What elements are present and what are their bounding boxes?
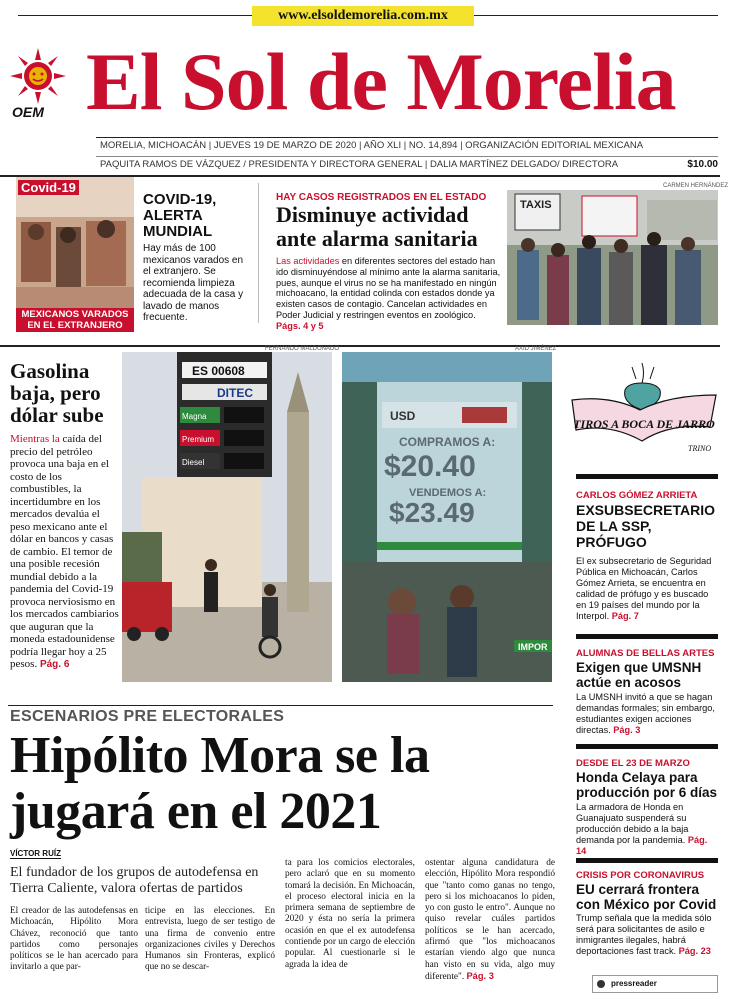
hipolito-column-1: El creador de las autodefensas en Michoacán, Hipólito Mora Chávez, reconoció que tanto partidos como personajes políticos se le han acercado para invitarlo a que par- (10, 906, 138, 973)
right-story-2-headline[interactable]: Exigen que UMSNH actúe en acosos (576, 660, 702, 690)
exchange-currency: USD (390, 409, 416, 423)
photo-credit: CARMEN HERNÁNDEZ (663, 183, 729, 189)
hipolito-column-2: ticipe en las elecciones. En entrevista, luego de ser testigo de una firma de convenio entre organizaciones civiles y Derechos Humanos sin Fronteras, explicó que no se descar- (145, 906, 275, 973)
covid-body: Hay más de 100 mexicanos varados en el extranjero. Se recomienda limpieza adecuada de la casa y lavado de manos frecuente. (143, 243, 244, 323)
gas-photo-illustration (122, 352, 332, 682)
hipolito-author: VÍCTOR RUÍZ (10, 849, 61, 858)
rule (576, 634, 718, 639)
right-story-2-page-ref[interactable]: Pág. 3 (613, 725, 641, 735)
rule (96, 156, 718, 157)
site-url[interactable]: www.elsoldemorelia.com.mx (252, 6, 474, 26)
cartoon-text: TIROS A BOCA DE JARRO (573, 417, 715, 431)
right-story-2-kicker: ALUMNAS DE BELLAS ARTES (576, 648, 715, 659)
covid-tag-badge: Covid-19 (18, 180, 79, 195)
gasolina-body (10, 433, 122, 672)
rule (8, 705, 553, 706)
photo-credit: AXID JIMÉNEZ (515, 346, 557, 352)
exchange-sell-label: VENDEMOS A: (409, 487, 487, 499)
gas-station-number: ES 00608 (192, 364, 245, 378)
cartoon-logo[interactable] (570, 355, 718, 460)
right-story-1-page-ref[interactable]: Pág. 7 (611, 611, 639, 621)
right-story-4-kicker: CRISIS POR CORONAVIRUS (576, 870, 705, 881)
casos-body-text: en diferentes sectores del estado han ido disminuyéndose al mínimo ante la alarma sanitaria, pues, aunque el virus no se ha manifestado en ningún michoacano, la entidad colinda con estados donde ya existen casos de contagio. Cancelan actividades en Poder Judicial y restringen eventos en zoológico. (276, 256, 501, 320)
right-story-3-kicker: DESDE EL 23 DE MARZO (576, 758, 690, 769)
exchange-rate-photo[interactable] (342, 352, 552, 682)
right-story-3-page-ref[interactable]: Pág. 14 (576, 835, 708, 856)
gas-brand: DITEC (217, 386, 253, 400)
right-story-3-headline[interactable]: Honda Celaya para producción por 6 días (576, 770, 718, 800)
gas-label-diesel: Diesel (182, 458, 205, 467)
gasolina-headline[interactable]: Gasolina baja, pero dólar sube (10, 359, 104, 427)
right-story-1-kicker: CARLOS GÓMEZ ARRIETA (576, 490, 698, 501)
casos-page-ref[interactable]: Págs. 4 y 5 (276, 320, 324, 331)
rule (0, 345, 720, 347)
hipolito-column-4 (425, 858, 555, 983)
pressreader-icon (597, 980, 605, 988)
right-story-4-body (576, 913, 718, 957)
casos-body (276, 256, 501, 332)
right-story-4-headline[interactable]: EU cerrará frontera con México por Covid (576, 882, 717, 912)
right-story-1-text: El ex subsecretario de Seguridad Pública en Michoacán, Carlos Gómez Arrieta, se encuentra en calidad de prófugo y es buscado en 19 países del mundo por la Interpol. (576, 556, 712, 621)
gas-station-photo[interactable] (122, 352, 332, 682)
exchange-photo-illustration (342, 352, 552, 682)
right-story-1-body (576, 556, 718, 622)
gas-label-premium: Premium (182, 435, 215, 444)
right-story-2-body (576, 692, 718, 736)
pressreader-label: pressreader (611, 979, 657, 988)
hipolito-column-4-text: ostentar alguna candidatura de elección, Hipólito Mora respondió que "tanto como ganas no tengo, pero si los michoacanos lo piden, yo con gusto le entro". Aunque no quiso revelar cuáles partidos políticos se le han acercado, afirmó que "los michoacanos estarían viendo algo que nunca han visto en su vida, algo muy diferente". (425, 858, 555, 982)
right-story-3-body (576, 802, 718, 857)
cartoon-signature: TRINO (688, 444, 712, 453)
casos-kicker: HAY CASOS REGISTRADOS EN EL ESTADO (276, 192, 487, 203)
hipolito-subhead: El fundador de los grupos de autodefensa en Tierra Caliente, valora ofertas de partidos (10, 865, 259, 896)
rule (576, 744, 718, 749)
right-story-3-text: La armadora de Honda en Guanajuato suspenderá su producción debido a la baja demanda por la pandemia. (576, 802, 689, 845)
gas-label-magna: Magna (182, 412, 207, 421)
masthead-info-line: MORELIA, MICHOACÁN | JUEVES 19 DE MARZO DE 2020 | AÑO XLI | NO. 14,894 | ORGANIZACIÓN EDITORIAL MEXICANA (100, 140, 644, 151)
exchange-sell-value: $23.49 (389, 497, 475, 528)
casos-lead: Las actividades (276, 256, 340, 266)
gasolina-lead: Mientras la (10, 433, 60, 445)
gasolina-body-text: caída del precio del petróleo provoca una baja en el costo de los combustibles, la incertidumbre en los mercados devalúa el peso mexicano ante el dólar en bancos y casas de cambio. El temor de una posible recesión mundial debido a la pandemia del Covid-19 provoca nerviosismo en los mercados cambiarios que auguran que la moneda estadounidense podría llegar hoy a 25 pesos. (10, 433, 119, 670)
taxi-street-photo[interactable] (507, 190, 718, 325)
right-story-4-text: Trump señala que la medida sólo será para solicitantes de asilo e inmigrantes ilegales, habrá deportaciones fast track. (576, 913, 712, 956)
taxi-photo-illustration (507, 190, 718, 325)
photo-credit: FERNANDO MALDONADO (265, 346, 340, 352)
hipolito-headline[interactable]: Hipólito Mora se la jugará en el 2021 (10, 727, 430, 840)
price-label: $10.00 (687, 159, 718, 170)
covid-photo-caption: MEXICANOS VARADOS EN EL EXTRANJERO (16, 308, 134, 332)
masthead-title[interactable]: El Sol de Morelia (86, 36, 676, 127)
gasolina-page-ref[interactable]: Pág. 6 (39, 659, 70, 670)
right-story-2-text: La UMSNH invitó a que se hagan demandas formales; sin embargo, estudiantes exigen acciones directas. (576, 692, 715, 735)
right-story-4-page-ref[interactable]: Pág. 23 (678, 946, 711, 956)
sun-logo-icon (10, 48, 66, 104)
oem-logo-label: OEM (12, 104, 44, 120)
right-story-1-headline[interactable]: EXSUBSECRETARIO DE LA SSP, PRÓFUGO (576, 502, 715, 550)
hipolito-column-3: ta para los comicios electorales, pero aclaró que en su momento tomará la decisión. En Michoacán, el proceso electoral inicia en la primera semana de septiembre de 2020 y ésta no sería la primera ocasión en que el ex autodefensa contiende por un cargo de elección popular. Al cuestionarle si le agrada la idea de (285, 858, 415, 970)
pressreader-badge[interactable] (592, 975, 718, 993)
exchange-buy-label: COMPRAMOS A: (399, 435, 496, 449)
rule (576, 858, 718, 863)
covid-headline[interactable]: COVID-19, ALERTA MUNDIAL (143, 191, 217, 240)
exchange-buy-value: $20.40 (384, 450, 476, 483)
hipolito-kicker: ESCENARIOS PRE ELECTORALES (10, 708, 285, 725)
taxi-sign-text: TAXIS (520, 199, 552, 211)
rule (576, 474, 718, 479)
masthead-directors-line: PAQUITA RAMOS DE VÁZQUEZ / PRESIDENTA Y DIRECTORA GENERAL | DALIA MARTÍNEZ DELGADO/ DIRECTORA (100, 159, 619, 170)
column-divider (258, 183, 259, 323)
rule (96, 137, 718, 138)
casos-headline[interactable]: Disminuye actividad ante alarma sanitaria (276, 202, 478, 251)
hipolito-page-ref[interactable]: Pág. 3 (466, 970, 494, 981)
exchange-footer: IMPOR (518, 642, 548, 652)
